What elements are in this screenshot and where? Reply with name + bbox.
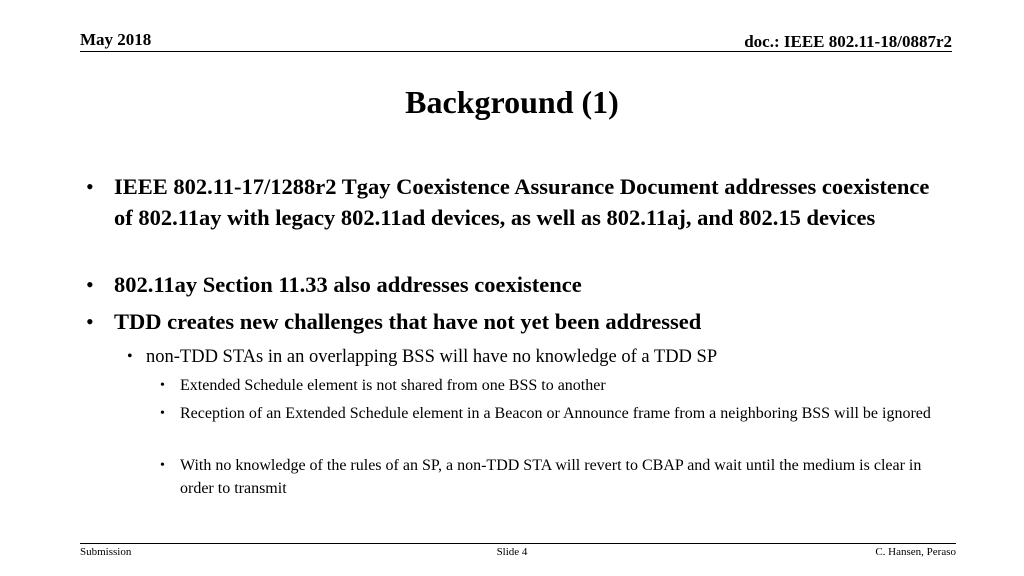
bullet-icon: • [160,378,165,393]
bullet-icon: • [160,406,165,421]
bullet-level1-tdd-challenges: TDD creates new challenges that have not yet been addressed [114,309,702,334]
slide-title: Background (1) [405,84,619,120]
bullet-icon: • [127,348,133,365]
bullet-icon: • [160,458,165,473]
bullet-icon: • [86,309,94,334]
bullet-level1-section-11-33: 802.11ay Section 11.33 also addresses coexistence [114,272,582,297]
bullet-icon: • [86,174,94,199]
bullet-level2-non-tdd-stas: non-TDD STAs in an overlapping BSS will have no knowledge of a TDD SP [146,347,718,367]
footer-author: C. Hansen, Peraso [875,546,956,558]
header-divider [80,51,952,52]
footer-submission: Submission [80,546,132,558]
bullet-icon: • [86,272,94,297]
header-doc-id: doc.: IEEE 802.11-18/0887r2 [744,32,952,51]
header-date: May 2018 [80,30,152,49]
bullet-level3-not-shared: Extended Schedule element is not shared from one BSS to another [180,377,606,394]
bullet-level3-revert-cbap: With no knowledge of the rules of an SP, a non-TDD STA will revert to CBAP and wait until the medium is clear in order to transmit [180,457,922,497]
bullet-level3-ignored: Reception of an Extended Schedule element in a Beacon or Announce frame from a neighboring BSS will be ignored [180,405,931,422]
bullet-level1-coexistence-doc: IEEE 802.11-17/1288r2 Tgay Coexistence Assurance Document addresses coexistence of 802.11ay with legacy 802.11ad devices, as well as 802.11aj, and 802.15 devices [114,174,930,230]
footer-divider [80,543,956,544]
footer-slide-number: Slide 4 [496,546,528,558]
